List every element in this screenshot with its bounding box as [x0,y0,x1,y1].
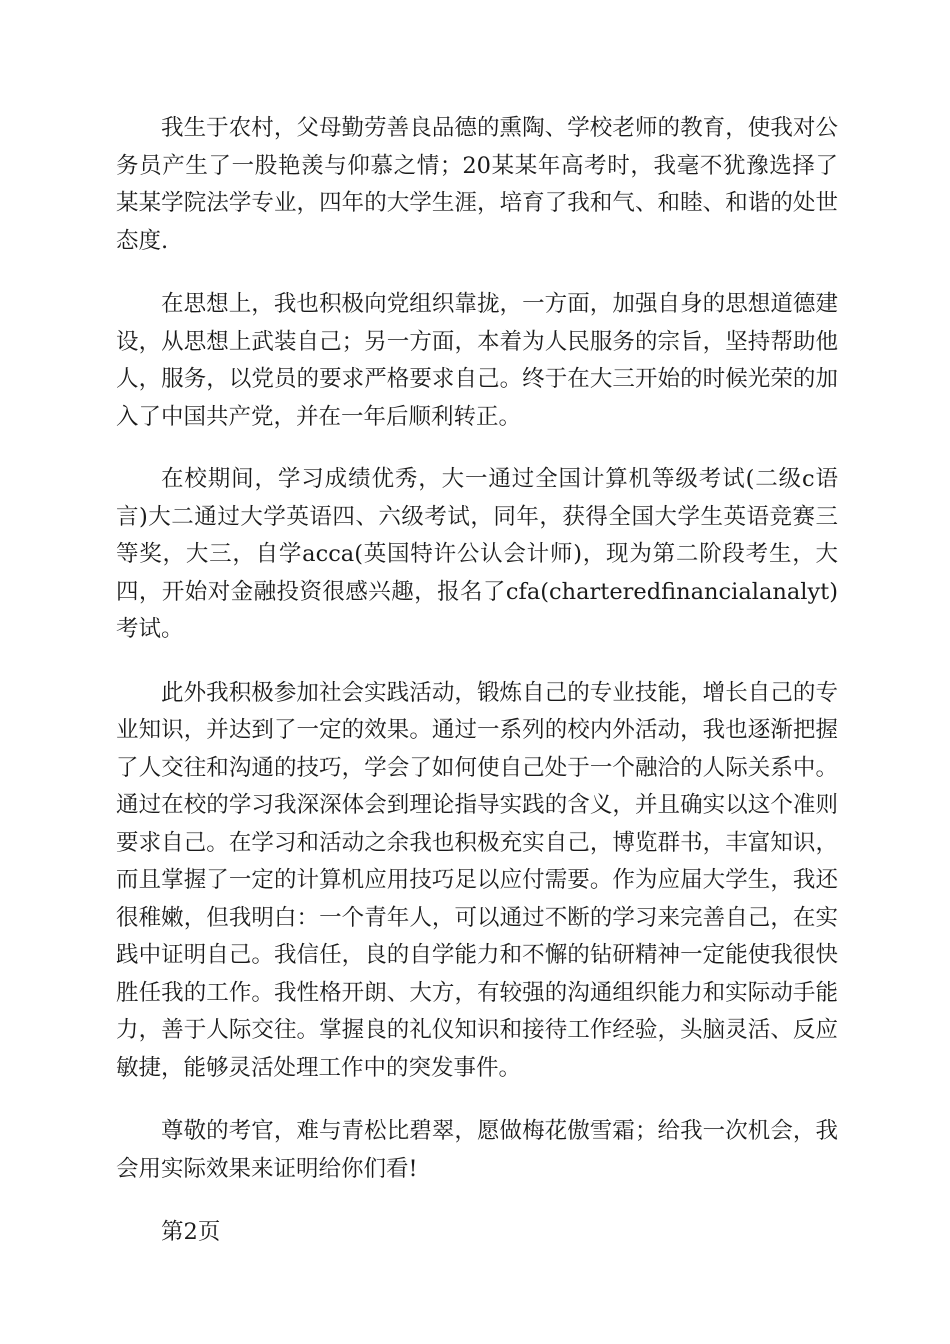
paragraph-closing-appeal: 尊敬的考官，难与青松比碧翠，愿做梅花傲雪霜；给我一次机会，我会用实际效果来证明给你们看! [116,1118,838,1182]
paragraph-political-ideology: 在思想上，我也积极向党组织靠拢，一方面，加强自身的思想道德建设，从思想上武装自己；另一方面，本着为人民服务的宗旨，坚持帮助他人，服务，以党员的要求严格要求自己。终于在大三开始的时候光荣的加入了中国共产党，并在一年后顺利转正。 [116,291,838,430]
paragraph-background: 我生于农村，父母勤劳善良品德的熏陶、学校老师的教育，使我对公务员产生了一股艳羡与仰慕之情；20某某年高考时，我毫不犹豫选择了某某学院法学专业，四年的大学生涯，培育了我和气、和睦、和谐的处世态度. [116,115,838,254]
paragraph-academic-achievements: 在校期间，学习成绩优秀，大一通过全国计算机等级考试(二级c语言)大二通过大学英语四、六级考试，同年，获得全国大学生英语竞赛三等奖，大三，自学acca(英国特许公认会计师)，现为第二阶段考生，大四，开始对金融投资很感兴趣，报名了cfa(charteredfinancialanalyt)考试。 [116,466,838,642]
paragraph-social-practice: 此外我积极参加社会实践活动，锻炼自己的专业技能，增长自己的专业知识，并达到了一定的效果。通过一系列的校内外活动，我也逐渐把握了人交往和沟通的技巧，学会了如何使自己处于一个融洽的人际关系中。通过在校的学习我深深体会到理论指导实践的含义，并且确实以这个准则要求自己。在学习和活动之余我也积极充实自己，博览群书，丰富知识，而且掌握了一定的计算机应用技巧足以应付需要。作为应届大学生，我还很稚嫩，但我明白：一个青年人，可以通过不断的学习来完善自己，在实践中证明自己。我信任，良的自学能力和不懈的钻研精神一定能使我很快胜任我的工作。我性格开朗、大方，有较强的沟通组织能力和实际动手能力，善于人际交往。掌握良的礼仪知识和接待工作经验，头脑灵活、反应敏捷，能够灵活处理工作中的突发事件。 [116,679,838,1081]
page-number: 第2页 [161,1219,221,1245]
document-body [116,110,838,1252]
